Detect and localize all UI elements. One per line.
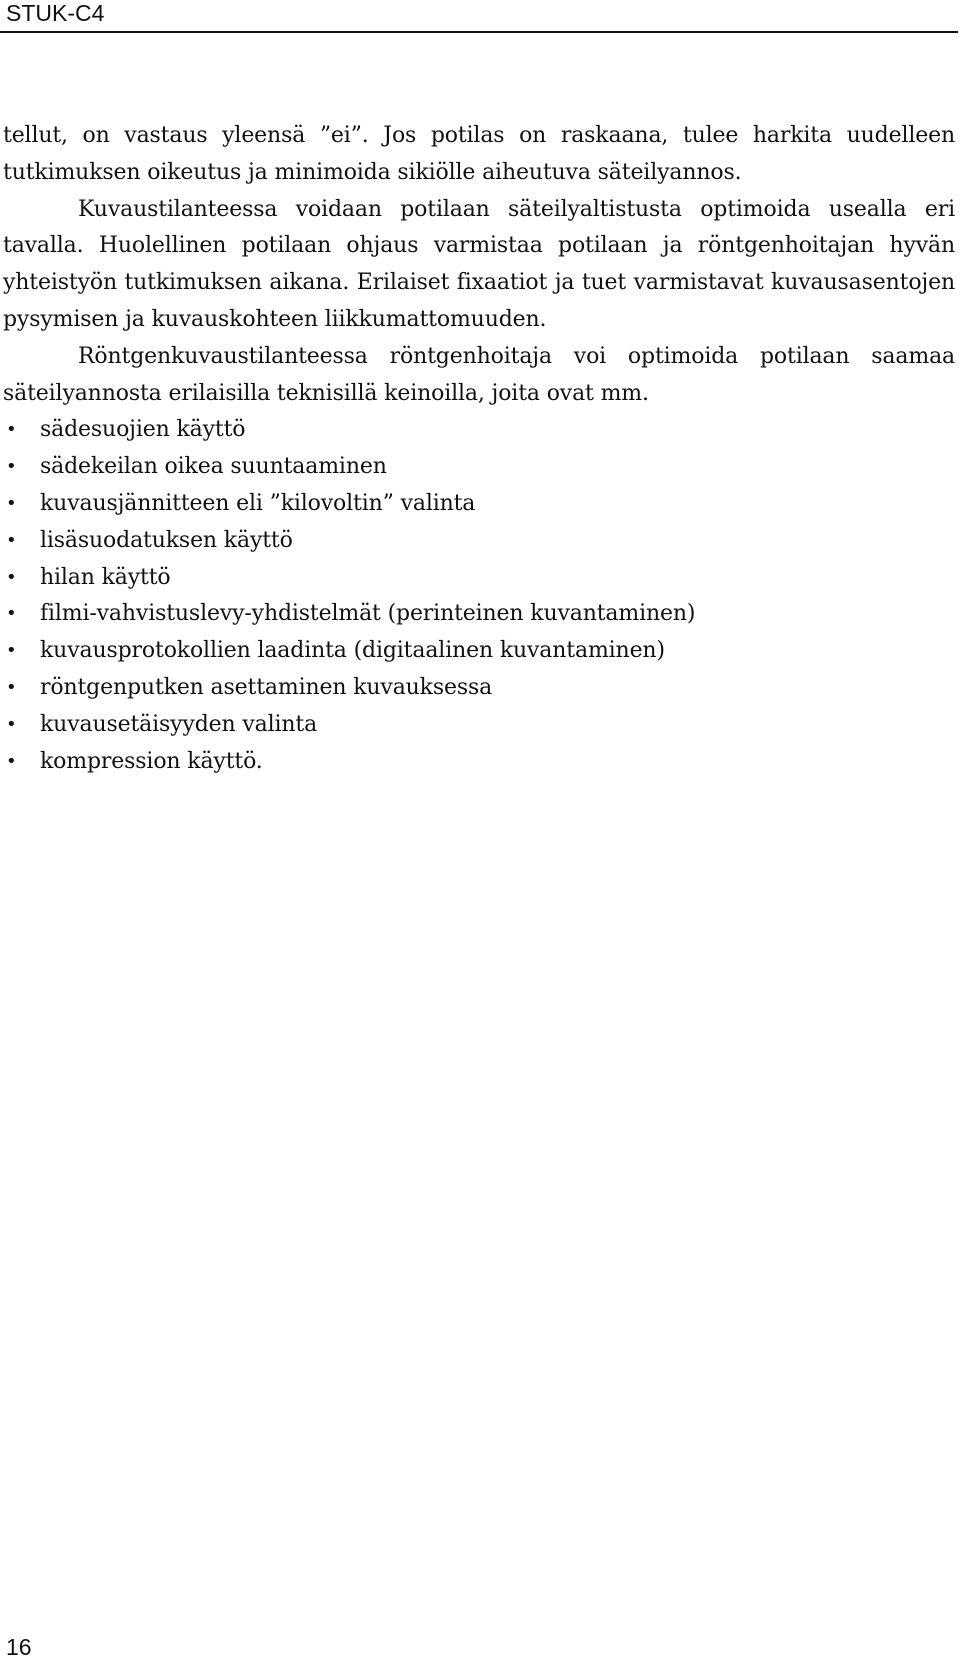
bullet-icon: •	[6, 566, 17, 588]
bullet-icon: •	[6, 529, 17, 551]
list-item	[3, 670, 955, 707]
list-item-text: kuvausetäisyyden valinta	[40, 711, 318, 737]
list-item-text: sädekeilan oikea suuntaaminen	[40, 454, 387, 480]
list-item	[3, 449, 955, 486]
list-item	[3, 596, 955, 633]
list-item	[3, 486, 955, 523]
bullet-icon: •	[6, 492, 17, 514]
page-body	[3, 118, 955, 780]
technical-means-list	[3, 412, 955, 780]
bullet-icon: •	[6, 640, 17, 662]
list-item-text: röntgenputken asettaminen kuvauksessa	[40, 674, 493, 700]
list-item	[3, 412, 955, 449]
list-item	[3, 707, 955, 744]
running-header: STUK-C4	[6, 0, 105, 26]
bullet-icon: •	[6, 419, 17, 441]
list-item	[3, 633, 955, 670]
bullet-icon: •	[6, 713, 17, 735]
bullet-icon: •	[6, 603, 17, 625]
paragraph-continuation: tellut, on vastaus yleensä ”ei”. Jos potilas on raskaana, tulee harkita uudelleen tutkimuksen oikeutus ja minimoida sikiölle aiheutuva säteilyannos.	[3, 123, 955, 185]
list-item	[3, 560, 955, 597]
list-item-text: kuvausjännitteen eli ”kilovoltin” valinta	[40, 490, 476, 516]
list-item	[3, 744, 955, 781]
page-number: 16	[6, 1634, 32, 1660]
list-item-text: kompression käyttö.	[40, 748, 263, 774]
bullet-icon: •	[6, 676, 17, 698]
list-item	[3, 523, 955, 560]
list-item-text: lisäsuodatuksen käyttö	[40, 527, 293, 553]
bullet-icon: •	[6, 750, 17, 772]
list-item-text: kuvausprotokollien laadinta (digitaalinen kuvantaminen)	[40, 638, 665, 664]
list-item-text: filmi-vahvistuslevy-yhdistelmät (perinteinen kuvantaminen)	[40, 601, 696, 627]
list-item-text: sädesuojien käyttö	[40, 417, 246, 443]
header-rule	[0, 31, 958, 33]
paragraph-technical-means: Röntgenkuvaustilanteessa röntgenhoitaja voi optimoida potilaan saamaa säteilyannosta erilaisilla teknisillä keinoilla, joita ovat mm.	[3, 343, 955, 406]
list-item-text: hilan käyttö	[40, 564, 171, 590]
bullet-icon: •	[6, 456, 17, 478]
paragraph-exposure-optimization: Kuvaustilanteessa voidaan potilaan säteilyaltistusta optimoida usealla eri tavalla. Huolellinen potilaan ohjaus varmistaa potilaan ja röntgenhoitajan hyvän yhteistyön tutkimuksen aikana. Erilaiset fixaatiot ja tuet varmistavat kuvausasentojen pysymisen ja kuvauskohteen liikkumattomuuden.	[3, 196, 955, 332]
